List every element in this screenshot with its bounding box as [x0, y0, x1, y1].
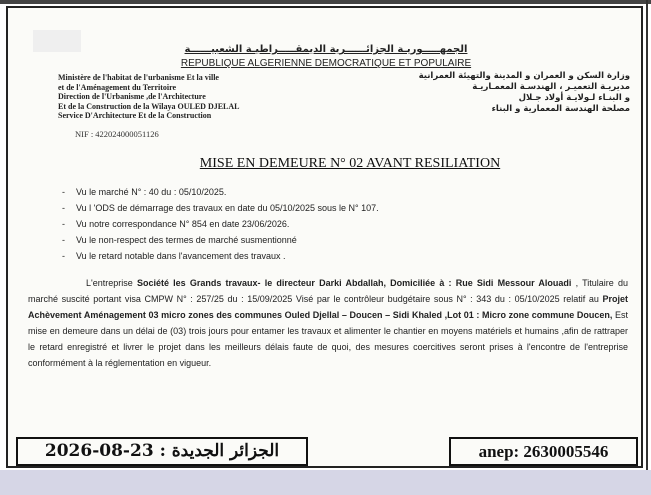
reference-item: - Vu notre correspondance N° 854 en date 23/06/2026.	[62, 219, 290, 229]
document-title-text: MISE EN DEMEURE N° 02 AVANT RESILIATION	[199, 156, 501, 171]
reference-text: Vu le non-respect des termes de marché susmentionné	[76, 235, 297, 245]
ministry-heading-fr	[58, 73, 348, 121]
stamp-smudge	[33, 30, 81, 52]
reference-item: - Vu le retard notable dans l'avancement des travaux .	[62, 251, 286, 261]
document-title	[150, 156, 550, 172]
ministry-line: Ministère de l'habitat de l'urbanisme Et la ville	[58, 73, 219, 82]
newspaper-date-box: الجزائر الجديدة : 23-08-2026	[16, 437, 308, 466]
body-text: , Titulaire du marché suscité portant visa CMPW N° : 257/25 du : 15/09/2025 Visé par le contrôleur budgétaire sous N° : 343 du : 05/10/2025 relatif au	[28, 278, 629, 304]
french-republic-title: REPUBLIQUE ALGERIENNE DEMOCRATIQUE ET POPULAIRE	[180, 58, 472, 69]
contractor-name: Société les Grands travaux- le directeur Darki Abdallah, Domiciliée à : Rue Sidi Messour Alouadi	[136, 278, 572, 288]
ministry-line-ar: وزارة السكن و العمران و المدينة والتهيئة العمرانية	[418, 71, 630, 81]
ministry-line-ar: و البنـاء لـولايـة أولاد جـلال	[518, 93, 630, 103]
ministry-line-ar: مصلحة الهندسة المعمارية و البناء	[491, 104, 630, 114]
top-rule	[0, 0, 651, 4]
ministry-line-ar: مديريـة التعميـر ، الهندسـة المعمـاريـة	[472, 82, 630, 92]
notice-body	[28, 275, 628, 371]
bottom-band	[0, 470, 651, 495]
nif-number: NIF : 422024000051126	[75, 129, 159, 139]
references-list	[62, 184, 582, 264]
reference-item: - Vu le non-respect des termes de marché susmentionné	[62, 235, 297, 245]
anep-number-box: anep: 2630005546	[449, 437, 638, 466]
ministry-heading-ar	[395, 71, 630, 115]
arabic-republic-title: الجمهـــــوريـة الجزائــــــرية الديمقـــــراطيـة الشعبيــــــة	[184, 44, 468, 55]
project-name: Projet Achèvement Aménagement 03 micro zones des communes Ouled Djellal – Doucen – Sidi Khaled ,Lot 01 : Micro zone commune Doucen,	[28, 294, 628, 320]
notice-paragraph	[28, 275, 628, 371]
body-text: L'entreprise	[86, 278, 137, 288]
ministry-line: Service D'Architecture Et de la Construction	[58, 111, 212, 120]
reference-text: Vu l 'ODS de démarrage des travaux en date du 05/10/2025 sous le N° 107.	[76, 203, 379, 213]
reference-text: Vu notre correspondance N° 854 en date 23/06/2026.	[76, 219, 290, 229]
reference-text: Vu le marché N° : 40 du : 05/10/2025.	[76, 187, 227, 197]
reference-item: - Vu l 'ODS de démarrage des travaux en date du 05/10/2025 sous le N° 107.	[62, 203, 379, 213]
reference-item: - Vu le marché N° : 40 du : 05/10/2025.	[62, 187, 227, 197]
column-separator	[646, 0, 648, 470]
ministry-line: Et de la Construction de la Wilaya OULED DJELAL	[58, 101, 240, 111]
body-text: Est mise en demeure dans un délai de (03) trois jours pour entamer les travaux et alimenter le chantier en moyens matériels et humains ,afin de rattraper le retard enregistré et livrer le projet dans les meilleurs délais faute de quoi, des mesures coercitives seront prises à l'encontre de l'entreprise conformément à la réglementation en vigueur.	[28, 310, 628, 368]
ministry-line: et de l'Aménagement du Territoire	[58, 82, 177, 92]
reference-text: Vu le retard notable dans l'avancement des travaux .	[76, 251, 286, 261]
ministry-line: Direction de l'Urbanisme ,de l'Architecture	[58, 92, 206, 101]
